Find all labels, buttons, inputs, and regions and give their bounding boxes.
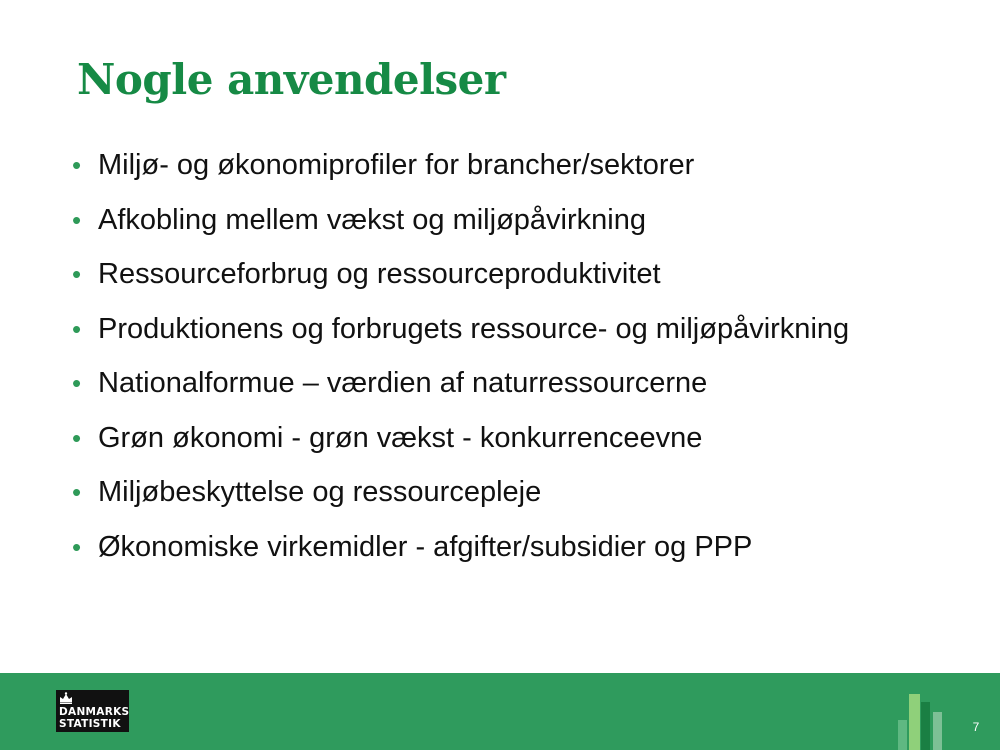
bullet-item	[70, 472, 950, 513]
bullet-item	[70, 363, 950, 404]
page-number: 7	[972, 720, 980, 734]
bullet-dot-icon: •	[72, 259, 82, 289]
crown-icon	[59, 692, 73, 704]
bullet-text: Produktionens og forbrugets ressource- og miljøpåvirkning	[98, 312, 850, 345]
bullet-text: Grøn økonomi - grøn vækst - konkurrenceevne	[98, 421, 703, 454]
bullet-text: Miljøbeskyttelse og ressourcepleje	[98, 476, 542, 508]
bullet-item	[70, 418, 950, 459]
bullet-dot-icon: •	[72, 150, 82, 180]
bullet-dot-icon: •	[72, 531, 82, 562]
decorative-bar	[921, 702, 930, 750]
bullet-text: Nationalformue – værdien af naturressourcerne	[98, 367, 708, 399]
danmarks-statistik-logo	[56, 690, 129, 732]
decorative-bar	[898, 720, 907, 750]
bullet-text: Miljø- og økonomiprofiler for brancher/sektorer	[98, 149, 695, 181]
bullet-item	[70, 254, 950, 295]
bullet-dot-icon: •	[72, 422, 82, 453]
bullet-dot-icon: •	[72, 368, 82, 398]
bullet-item	[70, 527, 950, 568]
bullet-list	[70, 145, 950, 581]
bullet-text: Ressourceforbrug og ressourceproduktivitet	[98, 258, 661, 290]
bullet-item	[70, 145, 950, 186]
logo-text-line1: DANMARKS	[59, 706, 130, 718]
bullet-text: Afkobling mellem vækst og miljøpåvirkning	[98, 203, 646, 236]
bullet-dot-icon: •	[72, 313, 82, 344]
logo-text-line2: STATISTIK	[59, 718, 121, 730]
footer-band	[0, 673, 1000, 750]
decorative-bar	[909, 694, 920, 750]
bullet-item	[70, 309, 950, 350]
bullet-text: Økonomiske virkemidler - afgifter/subsidier og PPP	[98, 530, 753, 563]
bullet-dot-icon: •	[72, 204, 82, 235]
bullet-item	[70, 200, 950, 241]
slide-title: Nogle anvendelser	[77, 55, 506, 104]
bullet-dot-icon: •	[72, 477, 82, 507]
decorative-bars	[895, 690, 955, 750]
decorative-bar	[933, 712, 942, 750]
